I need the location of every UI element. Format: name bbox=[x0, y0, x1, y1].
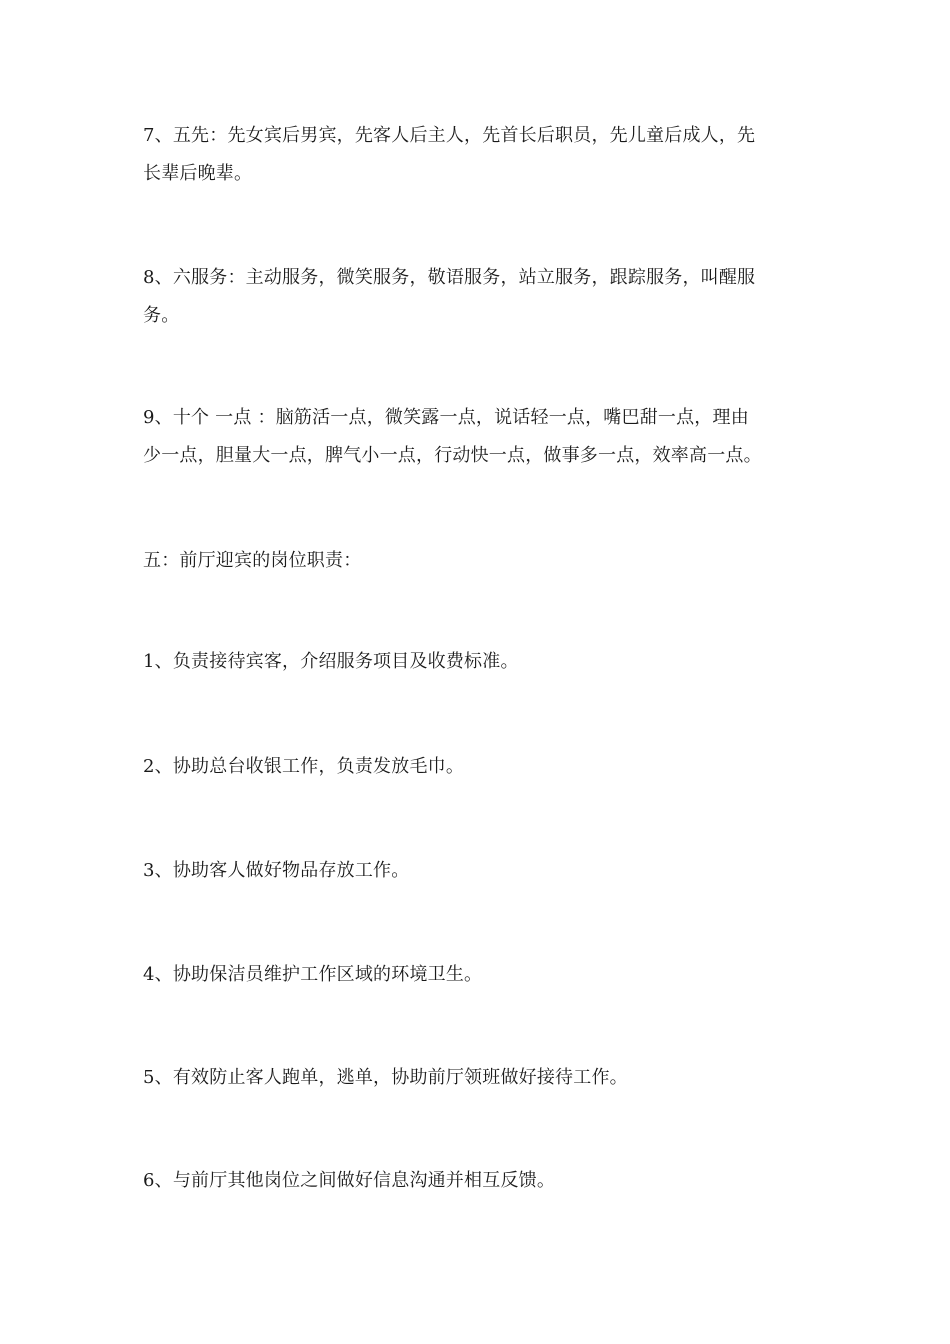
duty-item-2: 2、协助总台收银工作，负责发放毛巾。 bbox=[143, 756, 465, 777]
paragraph-line: 9、十个 一点 ：脑筋活一点，微笑露一点，说话轻一点，嘴巴甜一点，理由 bbox=[143, 407, 749, 428]
paragraph-line: 少一点，胆量大一点，脾气小一点，行动快一点，做事多一点，效率高一点。 bbox=[143, 445, 762, 466]
paragraph-item-7 bbox=[143, 117, 808, 193]
paragraph-line: 长辈后晚辈。 bbox=[143, 163, 253, 184]
duty-item-6: 6、与前厅其他岗位之间做好信息沟通并相互反馈。 bbox=[143, 1170, 556, 1191]
paragraph-line: 务。 bbox=[143, 305, 180, 326]
duty-item-3: 3、协助客人做好物品存放工作。 bbox=[143, 860, 410, 881]
section-heading: 五：前厅迎宾的岗位职责： bbox=[143, 550, 362, 571]
paragraph-item-8 bbox=[143, 259, 808, 335]
paragraph-line: 8、六服务：主动服务，微笑服务，敬语服务，站立服务，跟踪服务，叫醒服 bbox=[143, 267, 756, 288]
paragraph-item-9 bbox=[143, 399, 808, 475]
duty-item-4: 4、协助保洁员维护工作区域的环境卫生。 bbox=[143, 964, 483, 985]
duty-item-1: 1、负责接待宾客，介绍服务项目及收费标准。 bbox=[143, 651, 519, 672]
duty-item-5: 5、有效防止客人跑单，逃单，协助前厅领班做好接待工作。 bbox=[143, 1067, 628, 1088]
paragraph-line: 7、五先：先女宾后男宾，先客人后主人，先首长后职员，先儿童后成人，先 bbox=[143, 125, 756, 146]
